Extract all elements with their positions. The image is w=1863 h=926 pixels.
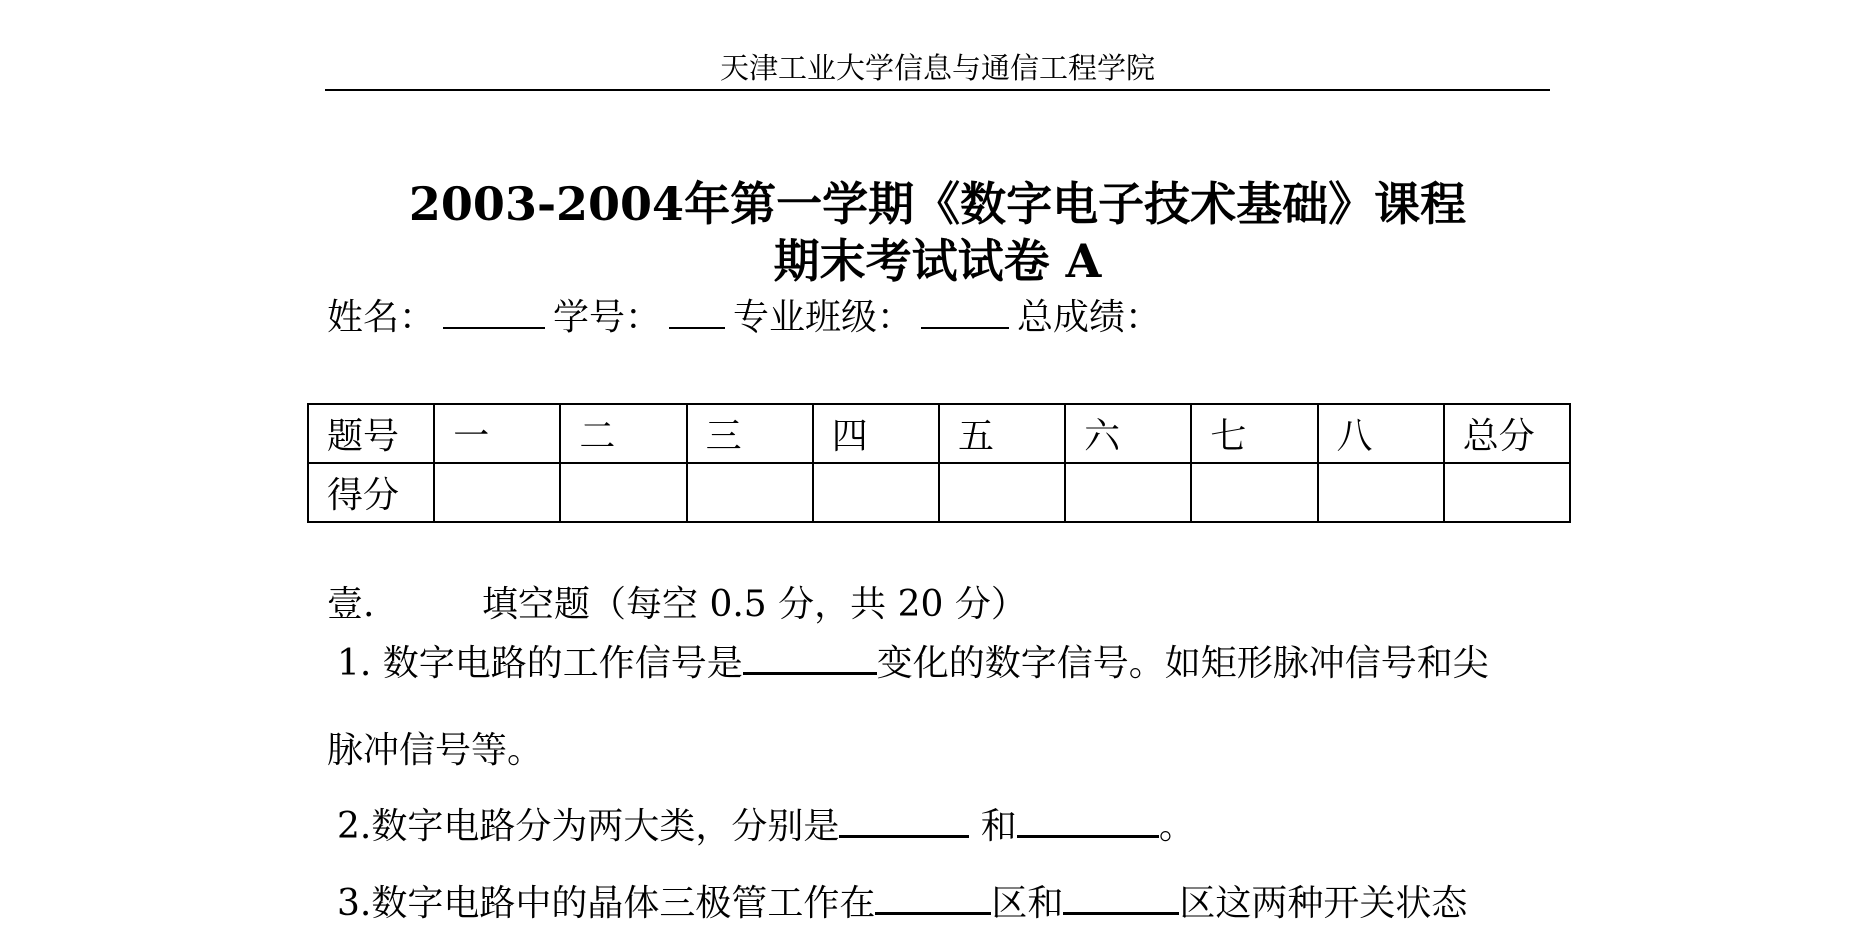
- exam-title-line-1: 2003-2004年第一学期《数字电子技术基础》课程: [408, 177, 1467, 231]
- question-1-line-1: [337, 640, 1489, 686]
- total-score-header: 总分: [1444, 404, 1570, 463]
- section-1-title: 填空题（每空 0.5 分，共 20 分）: [482, 584, 1027, 625]
- question-2-header: 二: [560, 404, 686, 463]
- score-cell: [1318, 463, 1444, 522]
- student-id-label: 学号：: [553, 297, 662, 338]
- question-5-header: 五: [939, 404, 1065, 463]
- question-3-text-c: 区这两种开关状态: [1179, 883, 1468, 924]
- section-1-number: 壹.: [327, 584, 375, 625]
- question-2-text-c: 。: [1158, 806, 1195, 847]
- total-score-label: 总成绩：: [1017, 297, 1162, 338]
- question-2-text-a: 2.数字电路分为两大类，分别是: [337, 806, 840, 847]
- institution-header: 天津工业大学信息与通信工程学院: [719, 51, 1155, 85]
- name-blank: [443, 297, 545, 329]
- score-cell: [560, 463, 686, 522]
- question-2-text-b: 和: [969, 806, 1017, 847]
- score-cell: [434, 463, 560, 522]
- question-number-row: [308, 404, 1570, 463]
- score-cell: [1065, 463, 1191, 522]
- score-cell: [1191, 463, 1317, 522]
- question-6-header: 六: [1065, 404, 1191, 463]
- answer-blank: [1017, 803, 1159, 838]
- score-cell: [939, 463, 1065, 522]
- question-4-header: 四: [813, 404, 939, 463]
- score-cell: [813, 463, 939, 522]
- question-2-line: [337, 803, 1195, 849]
- score-row: [308, 463, 1570, 522]
- question-1-header: 一: [434, 404, 560, 463]
- question-8-header: 八: [1318, 404, 1444, 463]
- score-table: [307, 403, 1571, 523]
- question-1-text-a: 1. 数字电路的工作信号是: [337, 643, 743, 684]
- answer-blank: [743, 640, 877, 675]
- name-label: 姓名：: [327, 297, 436, 338]
- answer-blank: [1063, 880, 1179, 915]
- question-3-line: [337, 880, 1467, 926]
- student-info-line: [327, 296, 1161, 340]
- answer-blank: [839, 803, 969, 838]
- class-blank: [921, 297, 1009, 329]
- student-id-blank: [669, 297, 725, 329]
- question-1-text-b: 变化的数字信号。如矩形脉冲信号和尖: [876, 643, 1489, 684]
- question-1-line-2: 脉冲信号等。: [327, 730, 544, 771]
- answer-blank: [875, 880, 991, 915]
- question-3-text-a: 3.数字电路中的晶体三极管工作在: [337, 883, 876, 924]
- question-3-header: 三: [687, 404, 813, 463]
- score-row-label: 得分: [308, 463, 434, 522]
- question-7-header: 七: [1191, 404, 1317, 463]
- question-number-header: 题号: [308, 404, 434, 463]
- section-1-heading: [327, 583, 1027, 627]
- question-3-text-b: 区和: [991, 883, 1064, 924]
- score-cell: [1444, 463, 1570, 522]
- score-cell: [687, 463, 813, 522]
- header-divider: [325, 89, 1550, 91]
- exam-title-line-2: 期末考试试卷 A: [773, 234, 1102, 288]
- class-label: 专业班级：: [733, 297, 914, 338]
